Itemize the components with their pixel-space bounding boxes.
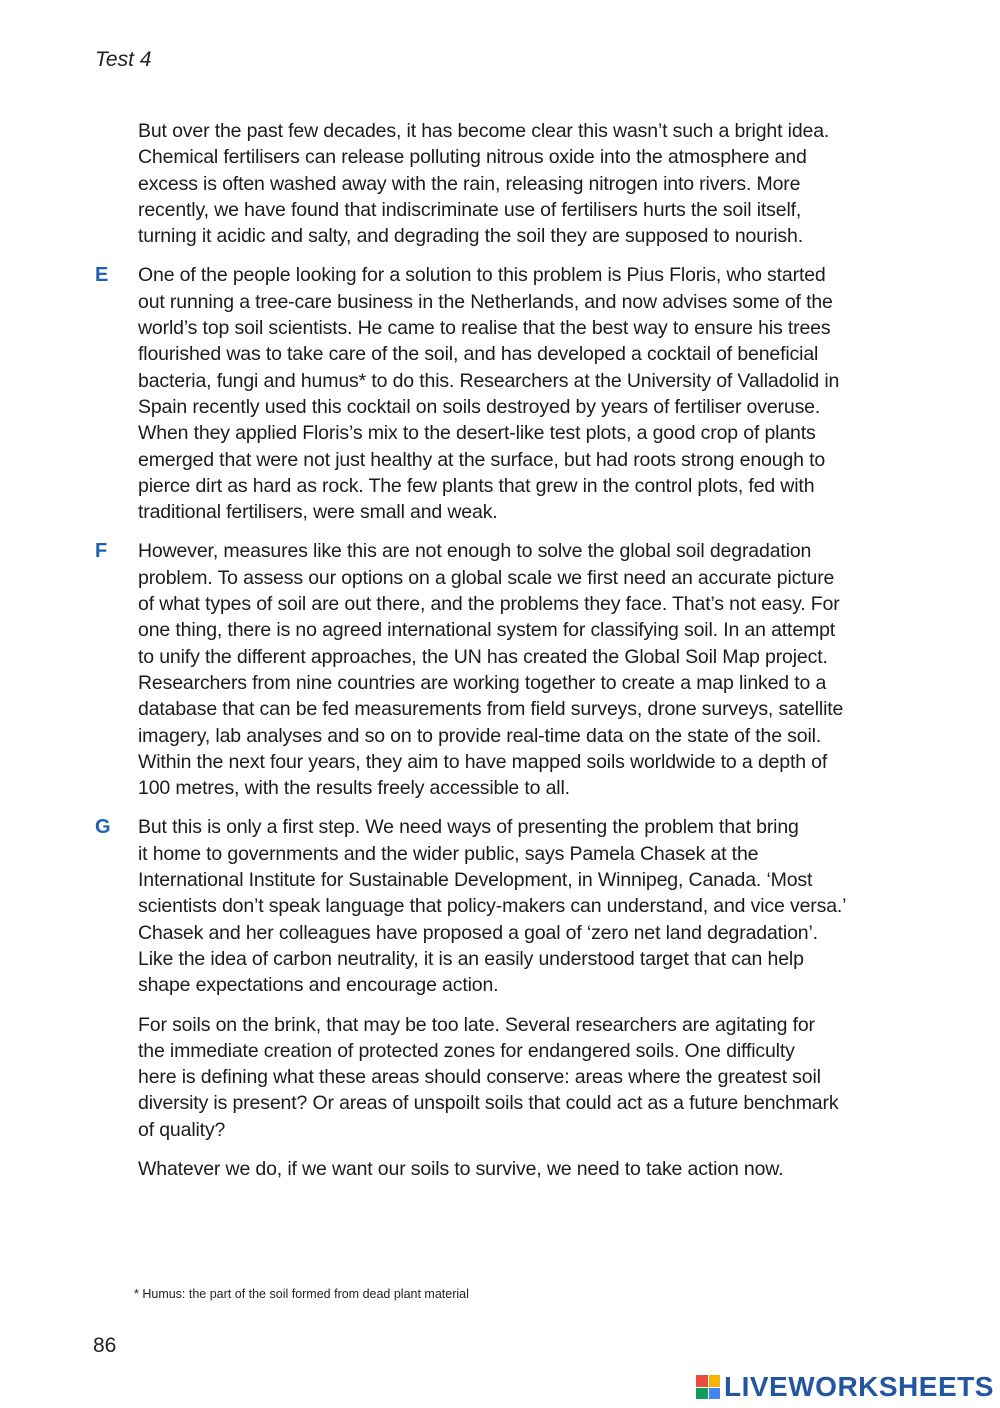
text-line: One of the people looking for a solution to this problem is Pius Floris, who started xyxy=(138,264,826,287)
text-line: Whatever we do, if we want our soils to survive, we need to take action now. xyxy=(138,1157,784,1180)
text-line: pierce dirt as hard as rock. The few plants that grew in the control plots, fed with xyxy=(138,474,815,497)
logo-square xyxy=(709,1388,721,1400)
text-line: world’s top soil scientists. He came to realise that the best way to ensure his trees xyxy=(138,317,831,340)
text-line: diversity is present? Or areas of unspoilt soils that could act as a future benchmark xyxy=(138,1092,839,1115)
text-line: But this is only a first step. We need ways of presenting the problem that bring xyxy=(138,816,799,839)
page-header: Test 4 xyxy=(95,48,152,71)
text-line: imagery, lab analyses and so on to provide real-time data on the state of the soil. xyxy=(138,724,822,747)
text-line: When they applied Floris’s mix to the desert-like test plots, a good crop of plants xyxy=(138,422,816,445)
text-line: emerged that were not just healthy at the surface, but had roots strong enough to xyxy=(138,448,826,471)
text-line: to unify the different approaches, the UN has created the Global Soil Map project. xyxy=(138,645,828,668)
text-line: 100 metres, with the results freely accessible to all. xyxy=(138,777,570,800)
text-line: scientists don’t speak language that policy-makers can understand, and vice versa.’ xyxy=(138,895,847,918)
text-line: the immediate creation of protected zones for endangered soils. One difficulty xyxy=(138,1039,795,1062)
logo-square xyxy=(709,1375,721,1387)
text-line: bacteria, fungi and humus* to do this. Researchers at the University of Valladolid in xyxy=(138,369,840,392)
text-line: Within the next four years, they aim to have mapped soils worldwide to a depth of xyxy=(138,750,828,773)
paragraph-f xyxy=(95,538,915,801)
paragraph-letter: F xyxy=(95,540,108,563)
paragraph xyxy=(95,1012,915,1143)
logo-square xyxy=(696,1375,708,1387)
text-line: However, measures like this are not enough to solve the global soil degradation xyxy=(138,540,812,563)
paragraph xyxy=(95,118,915,249)
article-body xyxy=(95,118,915,1195)
text-line: traditional fertilisers, were small and weak. xyxy=(138,501,498,524)
watermark-text: LIVEWORKSHEETS xyxy=(724,1371,994,1402)
liveworksheets-logo-icon xyxy=(696,1375,720,1399)
text-line: problem. To assess our options on a global scale we first need an accurate picture xyxy=(138,566,835,589)
text-line: excess is often washed away with the rain, releasing nitrogen into rivers. More xyxy=(138,172,801,195)
text-line: International Institute for Sustainable Development, in Winnipeg, Canada. ‘Most xyxy=(138,869,813,892)
footnote: * Humus: the part of the soil formed from dead plant material xyxy=(134,1287,469,1301)
logo-square xyxy=(696,1388,708,1400)
paragraph xyxy=(95,1156,915,1182)
paragraph-e xyxy=(95,262,915,525)
text-line: turning it acidic and salty, and degrading the soil they are supposed to nourish. xyxy=(138,225,803,248)
paragraph-letter: E xyxy=(95,264,109,287)
paragraph-g xyxy=(95,814,915,998)
text-line: But over the past few decades, it has become clear this wasn’t such a bright idea. xyxy=(138,120,830,142)
liveworksheets-watermark xyxy=(696,1373,994,1401)
text-line: it home to governments and the wider public, says Pamela Chasek at the xyxy=(138,842,759,865)
text-line: Like the idea of carbon neutrality, it is an easily understood target that can help xyxy=(138,947,804,970)
text-line: here is defining what these areas should conserve: areas where the greatest soil xyxy=(138,1066,821,1089)
paragraph-letter: G xyxy=(95,816,111,839)
text-line: For soils on the brink, that may be too late. Several researchers are agitating for xyxy=(138,1013,815,1036)
text-line: Spain recently used this cocktail on soils destroyed by years of fertiliser overuse. xyxy=(138,395,821,418)
text-line: shape expectations and encourage action. xyxy=(138,974,499,997)
text-line: Chasek and her colleagues have proposed a goal of ‘zero net land degradation’. xyxy=(138,921,818,944)
text-line: of quality? xyxy=(138,1118,226,1141)
text-line: Chemical fertilisers can release polluting nitrous oxide into the atmosphere and xyxy=(138,146,807,169)
text-line: out running a tree-care business in the Netherlands, and now advises some of the xyxy=(138,290,833,313)
text-line: Researchers from nine countries are working together to create a map linked to a xyxy=(138,671,827,694)
text-line: database that can be fed measurements from field surveys, drone surveys, satellite xyxy=(138,698,844,721)
page-number: 86 xyxy=(93,1334,117,1357)
text-line: of what types of soil are out there, and the problems they face. That’s not easy. For xyxy=(138,593,840,616)
text-line: flourished was to take care of the soil, and has developed a cocktail of beneficial xyxy=(138,343,819,366)
text-line: one thing, there is no agreed international system for classifying soil. In an attempt xyxy=(138,619,836,642)
text-line: recently, we have found that indiscriminate use of fertilisers hurts the soil itself, xyxy=(138,198,802,221)
